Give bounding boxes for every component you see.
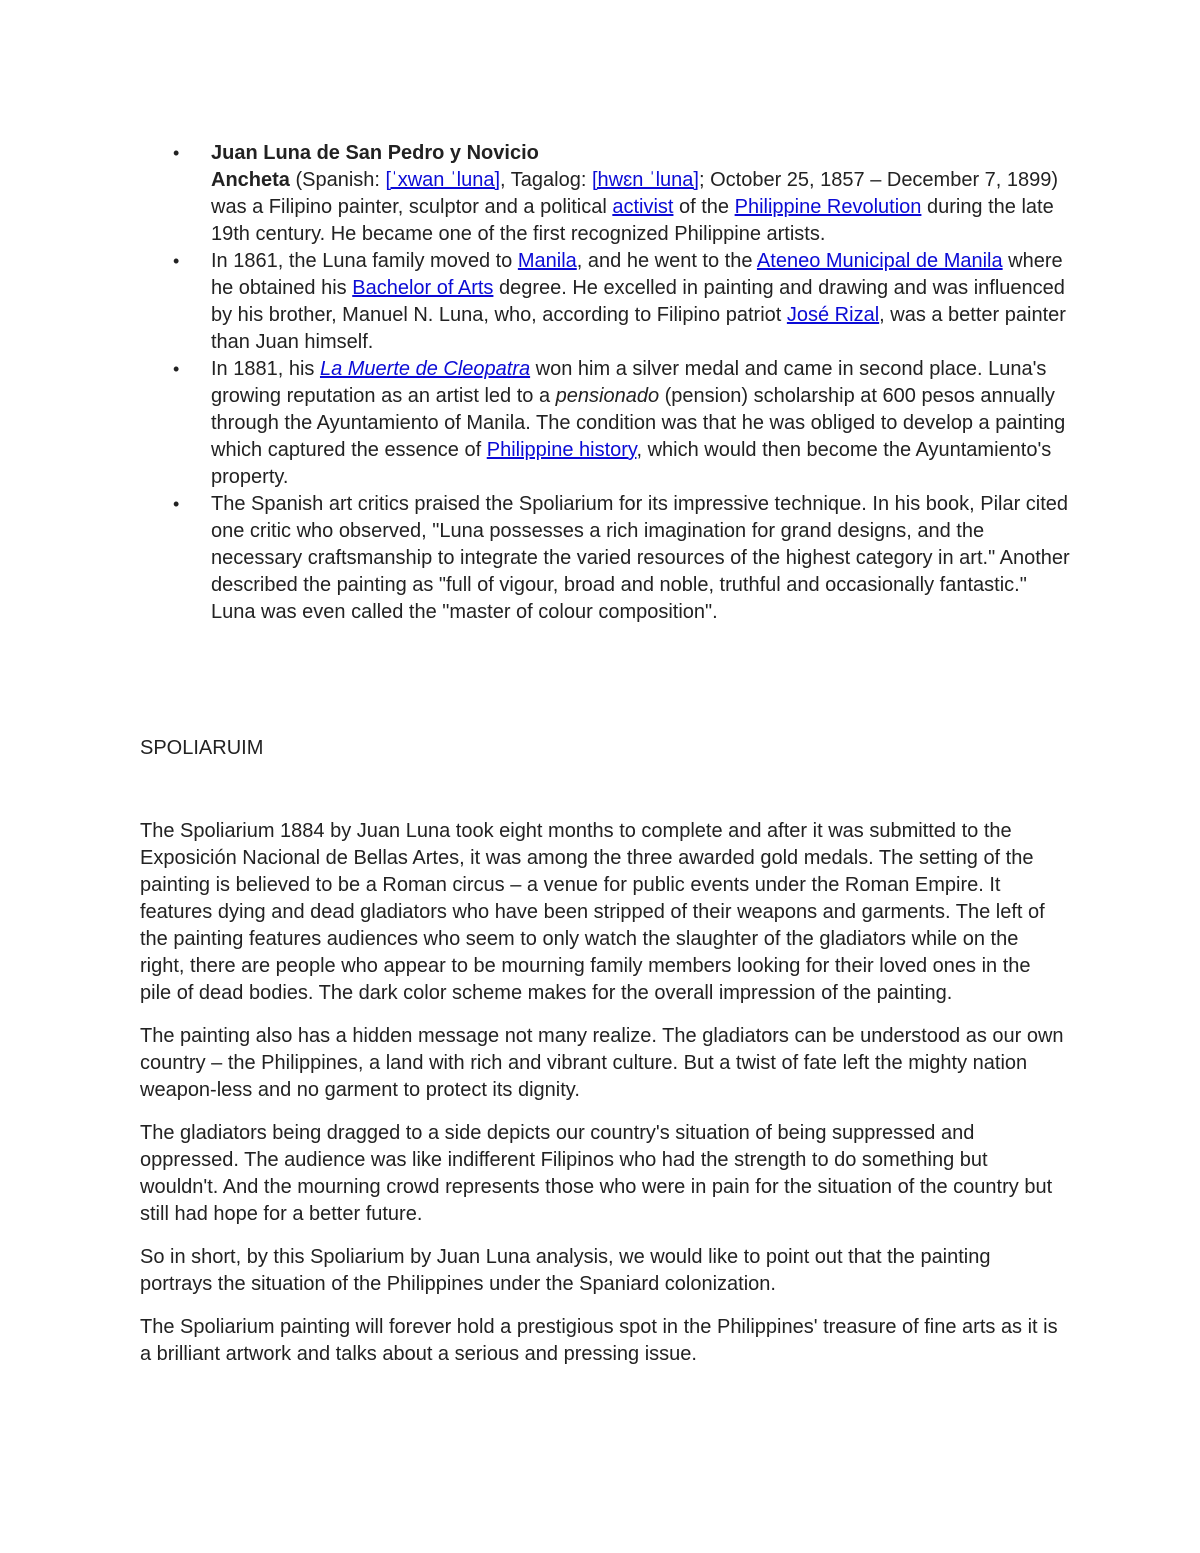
text-span: (Spanish:	[289, 169, 386, 191]
name-bold-2: Ancheta	[211, 169, 290, 191]
text-span: where he obtained his	[211, 250, 1063, 299]
link-ipa-tagalog[interactable]: [hwɛn ˈluna]	[591, 169, 699, 191]
link-jose-rizal[interactable]: José Rizal	[786, 304, 880, 326]
bullet-item-1881	[173, 356, 1071, 491]
text-span: In 1861, the Luna family moved to	[211, 250, 518, 272]
bullet-icon: •	[173, 251, 180, 271]
bullet-icon: •	[173, 494, 180, 514]
section-heading: SPOLIARUIM	[140, 737, 264, 759]
link-philippine-history[interactable]: Philippine history	[486, 439, 637, 461]
paragraph: The gladiators being dragged to a side depicts our country's situation of being suppressed and oppressed. The audience was like indifferent Filipinos who had the strength to do something but wouldn't. And the mourning crowd represents those who were in pain for the situation of the country but still had hope for a better future.	[140, 1122, 1053, 1225]
name-bold-1: Juan Luna de San Pedro y Novicio	[211, 142, 539, 164]
link-la-muerte-de-cleopatra[interactable]	[320, 358, 530, 380]
text-span: of the	[673, 196, 735, 218]
bullet-item-1861	[173, 248, 1071, 356]
text-span: In 1881, his	[211, 358, 320, 380]
text-span: during the late 19th century. He became one of the first recognized Philippine artists.	[211, 196, 1054, 245]
italic-pensionado: pensionado	[555, 385, 660, 407]
link-ateneo[interactable]: Ateneo Municipal de Manila	[756, 250, 1003, 272]
link-bachelor-of-arts[interactable]: Bachelor of Arts	[352, 277, 494, 299]
link-activist[interactable]: activist	[612, 196, 674, 218]
bullet-item-critics	[173, 491, 1071, 626]
text-span: degree. He excelled in painting and drawing and was influenced by his brother, Manuel N. Luna, who, according to Filipino patriot	[211, 277, 1065, 326]
text-span: , and he went to the	[576, 250, 757, 272]
text-span: , which would then become the Ayuntamiento's property.	[211, 439, 1052, 488]
text-span: (pension) scholarship at 600 pesos annually through the Ayuntamiento of Manila. The condition was that he was obliged to develop a painting which captured the essence of	[211, 385, 1066, 461]
text-span: , was a better painter than Juan himself.	[211, 304, 1066, 353]
paragraph: The Spoliarium 1884 by Juan Luna took eight months to complete and after it was submitted to the Exposición Nacional de Bellas Artes, it was among the three awarded gold medals. The setting of the painting is believed to be a Roman circus – a venue for public events under the Roman Empire. It features dying and dead gladiators who have been stripped of their weapons and garments. The left of the painting features audiences who seem to only watch the slaughter of the gladiators while on the right, there are people who appear to be mourning family members looking for their loved ones in the pile of dead bodies. The dark color scheme makes for the overall impression of the painting.	[140, 820, 1045, 1004]
text-span: , Tagalog:	[500, 169, 592, 191]
bullet-icon: •	[173, 143, 180, 163]
bullet-icon: •	[173, 359, 180, 379]
text-span: won him a silver medal and came in second place. Luna's growing reputation as an artist led to a	[211, 358, 1047, 407]
paragraph: So in short, by this Spoliarium by Juan Luna analysis, we would like to point out that the painting portrays the situation of the Philippines under the Spaniard colonization.	[140, 1246, 991, 1295]
paragraph: The painting also has a hidden message not many realize. The gladiators can be understood as our own country – the Philippines, a land with rich and vibrant culture. But a twist of fate left the mighty nation weapon-less and no garment to protect its dignity.	[140, 1025, 1064, 1101]
paragraph: The Spoliarium painting will forever hold a prestigious spot in the Philippines' treasure of fine arts as it is a brilliant artwork and talks about a serious and pressing issue.	[140, 1316, 1058, 1365]
body-section	[140, 818, 1065, 1384]
bullet-item-juan-luna	[173, 140, 1071, 248]
text-span: ; October 25, 1857 – December 7, 1899) was a Filipino painter, sculptor and a political	[211, 169, 1059, 218]
link-philippine-revolution[interactable]: Philippine Revolution	[734, 196, 922, 218]
text-span: The Spanish art critics praised the Spoliarium for its impressive technique. In his book, Pilar cited one critic who observed, "Luna possesses a rich imagination for grand designs, and the necessary craftsmanship to integrate the varied resources of the highest category in art." Another described the painting as "full of vigour, broad and noble, truthful and occasionally fantastic." Luna was even called the "master of colour composition".	[211, 493, 1070, 623]
link-manila[interactable]: Manila	[517, 250, 577, 272]
bullet-list	[173, 140, 1071, 626]
cleopatra-italic: La Muerte de Cleopatra	[319, 358, 531, 380]
link-ipa-spanish[interactable]: [ˈxwan ˈluna]	[385, 169, 501, 191]
